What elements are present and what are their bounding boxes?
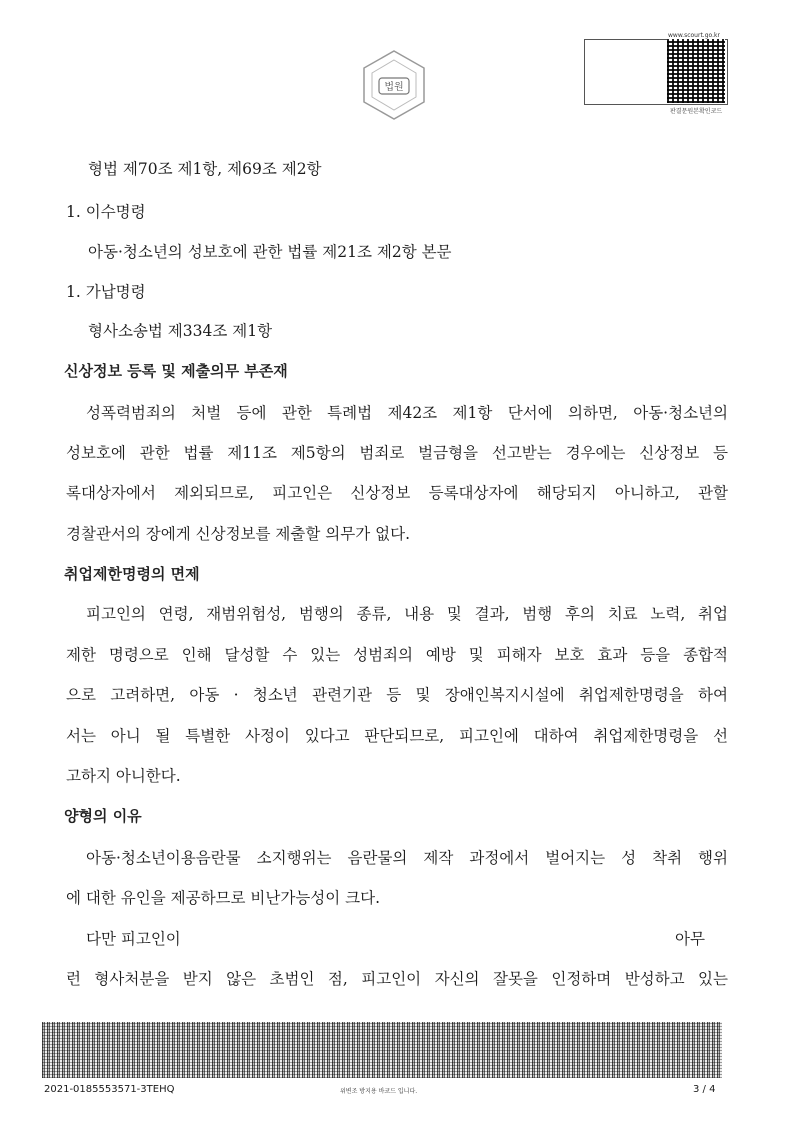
paragraph-line: 경찰관서의 장에게 신상정보를 제출할 의무가 없다. (66, 525, 410, 543)
court-seal-icon (357, 48, 431, 122)
paragraph-line: 성보호에 관한 법률 제11조 제5항의 범죄로 벌금형을 선고받는 경우에는 신상정보 등 (66, 444, 728, 462)
seal-text: 법원 (384, 82, 404, 93)
section-heading: 신상정보 등록 및 제출의무 부존재 (64, 362, 288, 380)
anti-forgery-barcode-icon (42, 1022, 722, 1078)
paragraph-line: 제한 명령으로 인해 달성할 수 있는 성범죄의 예방 및 피해자 보호 효과 등을 종합적 (66, 646, 728, 664)
law-reference: 아동·청소년의 성보호에 관한 법률 제21조 제2항 본문 (88, 243, 452, 261)
paragraph-line: 다만 피고인이 (86, 930, 181, 948)
court-url: www.scourt.go.kr (668, 32, 720, 39)
paragraph-line: 아무 (675, 930, 705, 948)
qr-caption: 판결문원본확인코드 (670, 108, 723, 115)
section-heading: 양형의 이유 (64, 807, 142, 825)
paragraph-line: 고하지 아니한다. (66, 767, 181, 785)
paragraph-line: 성폭력범죄의 처벌 등에 관한 특례법 제42조 제1항 단서에 의하면, 아동·청소년의 (86, 404, 728, 422)
paragraph-line: 으로 고려하면, 아동 · 청소년 관련기관 등 및 장애인복지시설에 취업제한명령을 하여 (66, 686, 728, 704)
paragraph-line: 런 형사처분을 받지 않은 초범인 점, 피고인이 자신의 잘못을 인정하며 반성하고 있는 (66, 970, 728, 988)
item-label: 1. 이수명령 (66, 203, 146, 221)
document-id: 2021-0185553571-3TEHQ (44, 1084, 175, 1095)
paragraph-line: 에 대한 유인을 제공하므로 비난가능성이 크다. (66, 889, 381, 907)
paragraph-line: 서는 아니 될 특별한 사정이 있다고 판단되므로, 피고인에 대하여 취업제한명령을 선 (66, 727, 728, 745)
law-reference: 형사소송법 제334조 제1항 (88, 322, 273, 340)
item-label: 1. 가납명령 (66, 283, 146, 301)
qr-code-icon (667, 39, 725, 103)
paragraph-line: 피고인의 연령, 재범위험성, 범행의 종류, 내용 및 결과, 범행 후의 치료 노력, 취업 (86, 605, 728, 623)
paragraph-line: 록대상자에서 제외되므로, 피고인은 신상정보 등록대상자에 해당되지 아니하고, 관할 (66, 484, 728, 502)
page-number: 3 / 4 (693, 1084, 716, 1095)
section-heading: 취업제한명령의 면제 (64, 565, 200, 583)
law-reference: 형법 제70조 제1항, 제69조 제2항 (88, 160, 322, 178)
paragraph-line: 아동·청소년이용음란물 소지행위는 음란물의 제작 과정에서 벌어지는 성 착취 행위 (86, 849, 728, 867)
barcode-note: 위변조 방지용 바코드 입니다. (340, 1088, 418, 1095)
